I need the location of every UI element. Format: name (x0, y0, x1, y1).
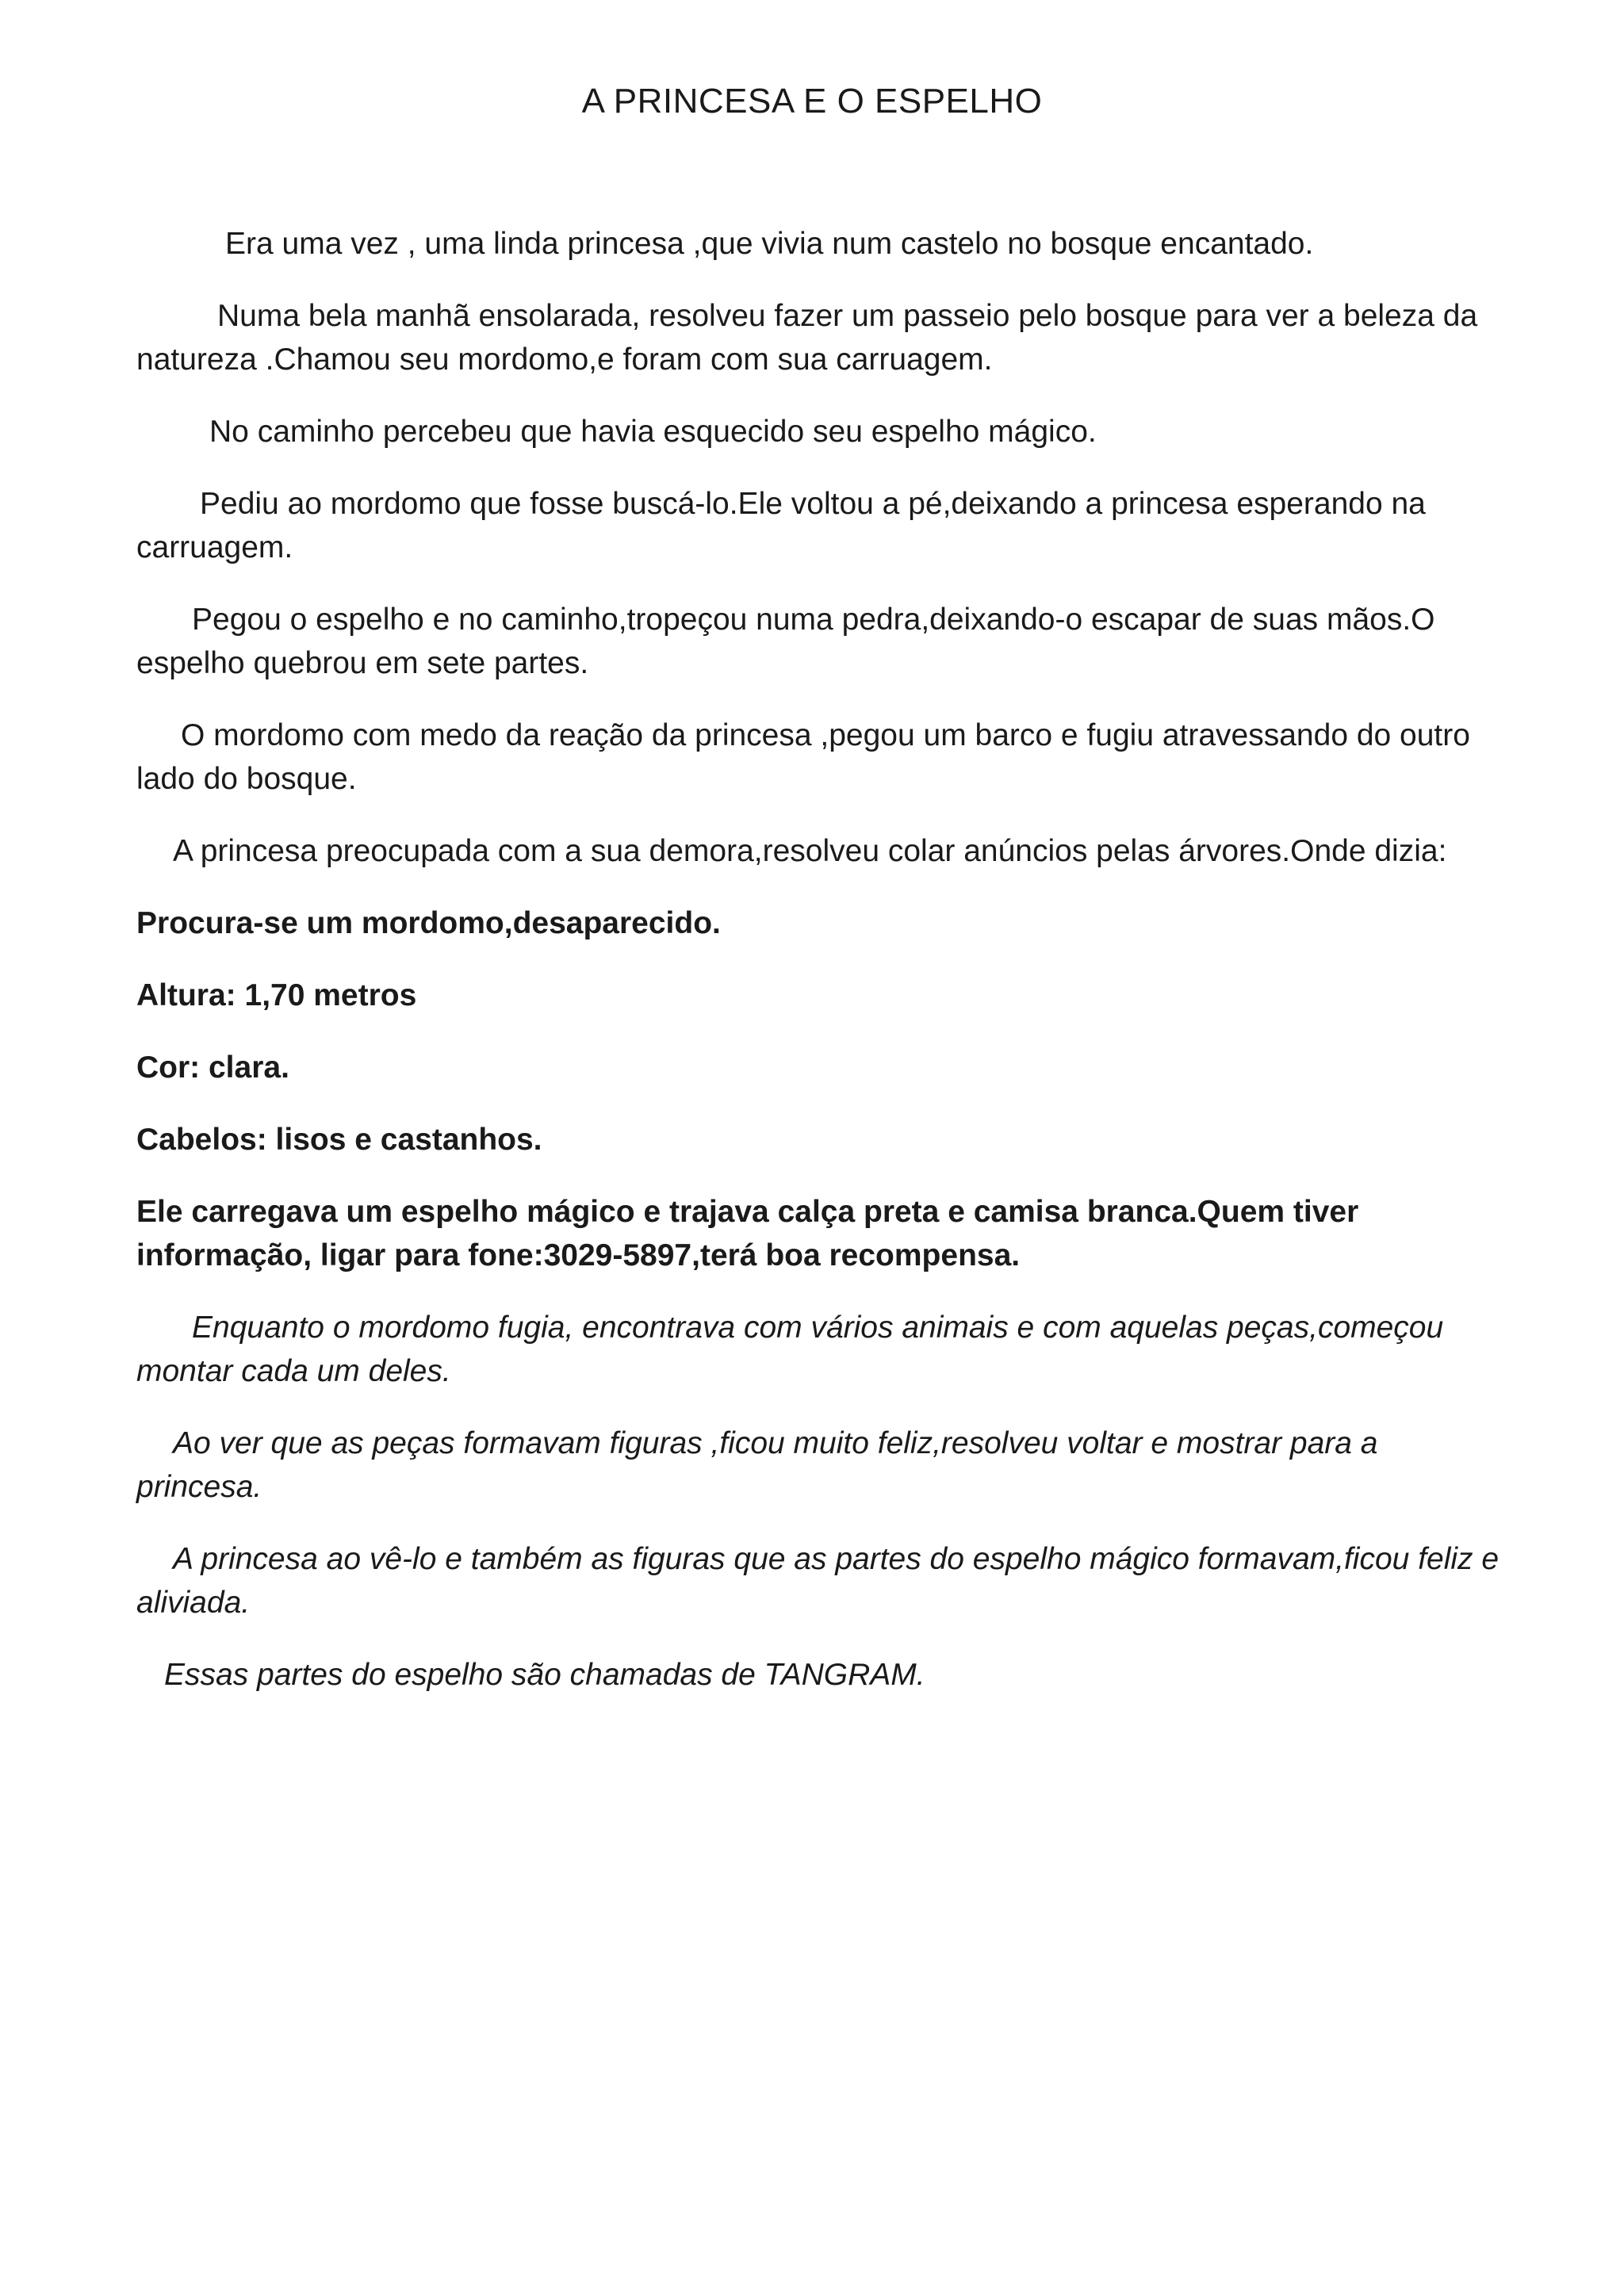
notice-details: Ele carregava um espelho mágico e trajava calça preta e camisa branca.Quem tiver informação, ligar para fone:3029-5897,terá boa recompensa. (136, 1195, 1359, 1272)
story-paragraph-1: Era uma vez , uma linda princesa ,que vivia num castelo no bosque encantado. (225, 227, 1314, 261)
notice-heading: Procura-se um mordomo,desaparecido. (136, 906, 721, 940)
notice-hair: Cabelos: lisos e castanhos. (136, 1123, 542, 1157)
ending-paragraph-1: Enquanto o mordomo fugia, encontrava com vários animais e com aquelas peças,começou montar cada um deles. (136, 1311, 1444, 1388)
document-title: A PRINCESA E O ESPELHO (581, 82, 1043, 121)
ending-paragraph-2: Ao ver que as peças formavam figuras ,ficou muito feliz,resolveu voltar e mostrar para a princesa. (136, 1426, 1378, 1504)
story-paragraph-3: No caminho percebeu que havia esquecido seu espelho mágico. (209, 415, 1097, 449)
document-body (136, 222, 1500, 1725)
story-paragraph-6: O mordomo com medo da reação da princesa ,pegou um barco e fugiu atravessando do outro lado do bosque. (136, 718, 1470, 796)
notice-height: Altura: 1,70 metros (136, 978, 417, 1012)
story-paragraph-7: A princesa preocupada com a sua demora,resolveu colar anúncios pelas árvores.Onde dizia: (173, 834, 1447, 868)
notice-color: Cor: clara. (136, 1050, 289, 1085)
story-paragraph-4: Pediu ao mordomo que fosse buscá-lo.Ele voltou a pé,deixando a princesa esperando na carruagem. (136, 487, 1426, 564)
story-paragraph-2: Numa bela manhã ensolarada, resolveu fazer um passeio pelo bosque para ver a beleza da natureza .Chamou seu mordomo,e foram com sua carruagem. (136, 299, 1478, 377)
ending-paragraph-4: Essas partes do espelho são chamadas de TANGRAM. (164, 1658, 925, 1692)
story-paragraph-5: Pegou o espelho e no caminho,tropeçou numa pedra,deixando-o escapar de suas mãos.O espelho quebrou em sete partes. (136, 603, 1435, 680)
ending-paragraph-3: A princesa ao vê-lo e também as figuras que as partes do espelho mágico formavam,ficou feliz e aliviada. (136, 1542, 1500, 1620)
